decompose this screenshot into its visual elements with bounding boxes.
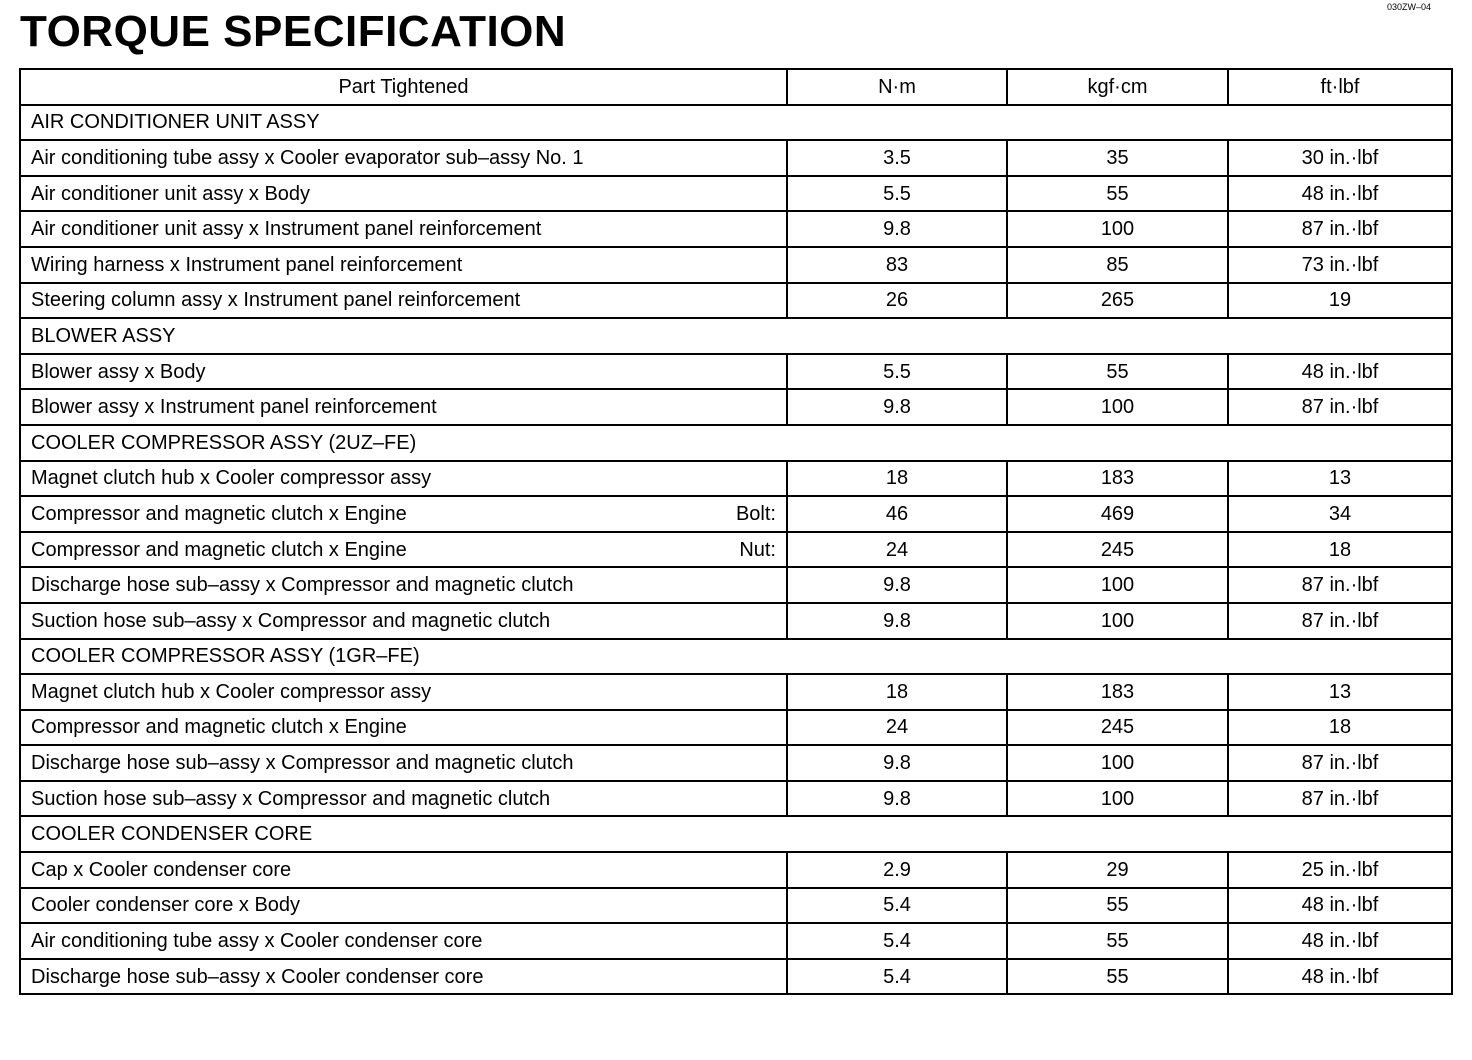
part-name: Blower assy x Instrument panel reinforcement: [31, 396, 437, 419]
cell-nm: 5.5: [787, 176, 1007, 212]
cell-kgfcm: 245: [1007, 710, 1228, 746]
cell-kgfcm: 183: [1007, 674, 1228, 710]
cell-part-tightened: [20, 674, 787, 710]
part-name: Wiring harness x Instrument panel reinforcement: [31, 253, 463, 276]
cell-kgfcm: 55: [1007, 176, 1228, 212]
part-name: Suction hose sub–assy x Compressor and magnetic clutch: [31, 787, 551, 810]
cell-kgfcm: 55: [1007, 959, 1228, 995]
cell-ftlbf: 87 in.·lbf: [1228, 389, 1452, 425]
table-row: [20, 923, 1452, 959]
cell-part-tightened: [20, 496, 787, 532]
part-name: Air conditioner unit assy x Body: [31, 182, 311, 205]
cell-kgfcm: 55: [1007, 354, 1228, 390]
part-name: Suction hose sub–assy x Compressor and magnetic clutch: [31, 609, 551, 632]
cell-part-tightened: [20, 140, 787, 176]
cell-ftlbf: 48 in.·lbf: [1228, 354, 1452, 390]
table-row: [20, 603, 1452, 639]
cell-part-tightened: [20, 176, 787, 212]
table-row: [20, 496, 1452, 532]
section-title: COOLER COMPRESSOR ASSY (1GR–FE): [20, 639, 1452, 675]
cell-part-tightened: [20, 781, 787, 817]
table-row: [20, 247, 1452, 283]
cell-nm: 9.8: [787, 567, 1007, 603]
cell-nm: 24: [787, 532, 1007, 568]
cell-kgfcm: 100: [1007, 567, 1228, 603]
table-row: [20, 140, 1452, 176]
cell-kgfcm: 100: [1007, 781, 1228, 817]
cell-kgfcm: 100: [1007, 745, 1228, 781]
cell-kgfcm: 55: [1007, 923, 1228, 959]
cell-nm: 9.8: [787, 603, 1007, 639]
table-row: [20, 710, 1452, 746]
header-part-tightened: Part Tightened: [20, 69, 787, 105]
section-header-row: [20, 105, 1452, 141]
cell-nm: 26: [787, 283, 1007, 319]
cell-ftlbf: 18: [1228, 710, 1452, 746]
cell-nm: 9.8: [787, 211, 1007, 247]
part-name: Air conditioning tube assy x Cooler evaporator sub–assy No. 1: [31, 146, 584, 169]
cell-part-tightened: [20, 567, 787, 603]
cell-part-tightened: [20, 211, 787, 247]
table-row: [20, 354, 1452, 390]
cell-kgfcm: 100: [1007, 603, 1228, 639]
cell-nm: 18: [787, 461, 1007, 497]
part-name: Compressor and magnetic clutch x Engine: [31, 502, 407, 525]
table-row: [20, 781, 1452, 817]
section-header-row: [20, 639, 1452, 675]
table-row: [20, 461, 1452, 497]
document-code: 030ZW–04: [1386, 2, 1431, 12]
cell-ftlbf: 87 in.·lbf: [1228, 781, 1452, 817]
cell-kgfcm: 85: [1007, 247, 1228, 283]
table-body: [20, 105, 1452, 995]
cell-part-tightened: [20, 852, 787, 888]
cell-nm: 5.4: [787, 888, 1007, 924]
cell-kgfcm: 100: [1007, 389, 1228, 425]
table-row: [20, 211, 1452, 247]
cell-ftlbf: 48 in.·lbf: [1228, 923, 1452, 959]
cell-nm: 18: [787, 674, 1007, 710]
cell-ftlbf: 25 in.·lbf: [1228, 852, 1452, 888]
cell-ftlbf: 19: [1228, 283, 1452, 319]
cell-ftlbf: 34: [1228, 496, 1452, 532]
part-name: Cooler condenser core x Body: [31, 894, 301, 917]
cell-ftlbf: 48 in.·lbf: [1228, 176, 1452, 212]
cell-nm: 46: [787, 496, 1007, 532]
cell-ftlbf: 13: [1228, 674, 1452, 710]
part-name: Steering column assy x Instrument panel reinforcement: [31, 289, 521, 312]
table-row: [20, 888, 1452, 924]
table-header-row: [20, 69, 1452, 105]
cell-kgfcm: 469: [1007, 496, 1228, 532]
cell-ftlbf: 87 in.·lbf: [1228, 745, 1452, 781]
part-name: Compressor and magnetic clutch x Engine: [31, 716, 407, 739]
cell-kgfcm: 29: [1007, 852, 1228, 888]
part-name: Discharge hose sub–assy x Cooler condenser core: [31, 965, 484, 988]
cell-nm: 9.8: [787, 781, 1007, 817]
page-title: TORQUE SPECIFICATION: [20, 7, 567, 56]
header-nm: N·m: [787, 69, 1007, 105]
section-title: COOLER CONDENSER CORE: [20, 816, 1452, 852]
part-name: Blower assy x Body: [31, 360, 206, 383]
cell-ftlbf: 73 in.·lbf: [1228, 247, 1452, 283]
cell-kgfcm: 183: [1007, 461, 1228, 497]
cell-ftlbf: 87 in.·lbf: [1228, 603, 1452, 639]
cell-kgfcm: 245: [1007, 532, 1228, 568]
cell-part-tightened: [20, 283, 787, 319]
cell-nm: 9.8: [787, 745, 1007, 781]
part-name: Compressor and magnetic clutch x Engine: [31, 538, 407, 561]
cell-kgfcm: 100: [1007, 211, 1228, 247]
cell-kgfcm: 35: [1007, 140, 1228, 176]
part-name: Discharge hose sub–assy x Compressor and magnetic clutch: [31, 574, 574, 597]
part-name: Cap x Cooler condenser core: [31, 858, 292, 881]
cell-ftlbf: 18: [1228, 532, 1452, 568]
table-row: [20, 532, 1452, 568]
cell-ftlbf: 13: [1228, 461, 1452, 497]
cell-part-tightened: [20, 603, 787, 639]
table-row: [20, 176, 1452, 212]
cell-ftlbf: 87 in.·lbf: [1228, 211, 1452, 247]
table-row: [20, 283, 1452, 319]
part-name: Discharge hose sub–assy x Compressor and magnetic clutch: [31, 752, 574, 775]
cell-nm: 5.5: [787, 354, 1007, 390]
cell-part-tightened: [20, 532, 787, 568]
cell-nm: 83: [787, 247, 1007, 283]
section-header-row: [20, 425, 1452, 461]
section-title: COOLER COMPRESSOR ASSY (2UZ–FE): [20, 425, 1452, 461]
table-row: [20, 959, 1452, 995]
cell-part-tightened: [20, 710, 787, 746]
section-header-row: [20, 318, 1452, 354]
cell-nm: 24: [787, 710, 1007, 746]
cell-nm: 9.8: [787, 389, 1007, 425]
table-row: [20, 389, 1452, 425]
header-kgfcm: kgf·cm: [1007, 69, 1228, 105]
cell-part-tightened: [20, 247, 787, 283]
part-name: Magnet clutch hub x Cooler compressor assy: [31, 680, 432, 703]
cell-ftlbf: 87 in.·lbf: [1228, 567, 1452, 603]
section-title: AIR CONDITIONER UNIT ASSY: [20, 105, 1452, 141]
part-name: Air conditioning tube assy x Cooler condenser core: [31, 930, 483, 953]
cell-part-tightened: [20, 959, 787, 995]
cell-nm: 5.4: [787, 959, 1007, 995]
cell-ftlbf: 48 in.·lbf: [1228, 959, 1452, 995]
fastener-qualifier: Bolt:: [735, 502, 776, 525]
cell-part-tightened: [20, 461, 787, 497]
cell-part-tightened: [20, 389, 787, 425]
torque-spec-table: [19, 68, 1453, 995]
table-row: [20, 745, 1452, 781]
section-title: BLOWER ASSY: [20, 318, 1452, 354]
cell-part-tightened: [20, 888, 787, 924]
section-header-row: [20, 816, 1452, 852]
cell-nm: 5.4: [787, 923, 1007, 959]
cell-part-tightened: [20, 354, 787, 390]
table-row: [20, 674, 1452, 710]
fastener-qualifier: Nut:: [739, 538, 776, 561]
cell-kgfcm: 265: [1007, 283, 1228, 319]
part-name: Magnet clutch hub x Cooler compressor assy: [31, 467, 432, 490]
cell-ftlbf: 48 in.·lbf: [1228, 888, 1452, 924]
cell-part-tightened: [20, 923, 787, 959]
cell-part-tightened: [20, 745, 787, 781]
table-row: [20, 852, 1452, 888]
cell-kgfcm: 55: [1007, 888, 1228, 924]
table-row: [20, 567, 1452, 603]
cell-ftlbf: 30 in.·lbf: [1228, 140, 1452, 176]
part-name: Air conditioner unit assy x Instrument panel reinforcement: [31, 218, 542, 241]
header-ftlbf: ft·lbf: [1228, 69, 1452, 105]
cell-nm: 3.5: [787, 140, 1007, 176]
cell-nm: 2.9: [787, 852, 1007, 888]
